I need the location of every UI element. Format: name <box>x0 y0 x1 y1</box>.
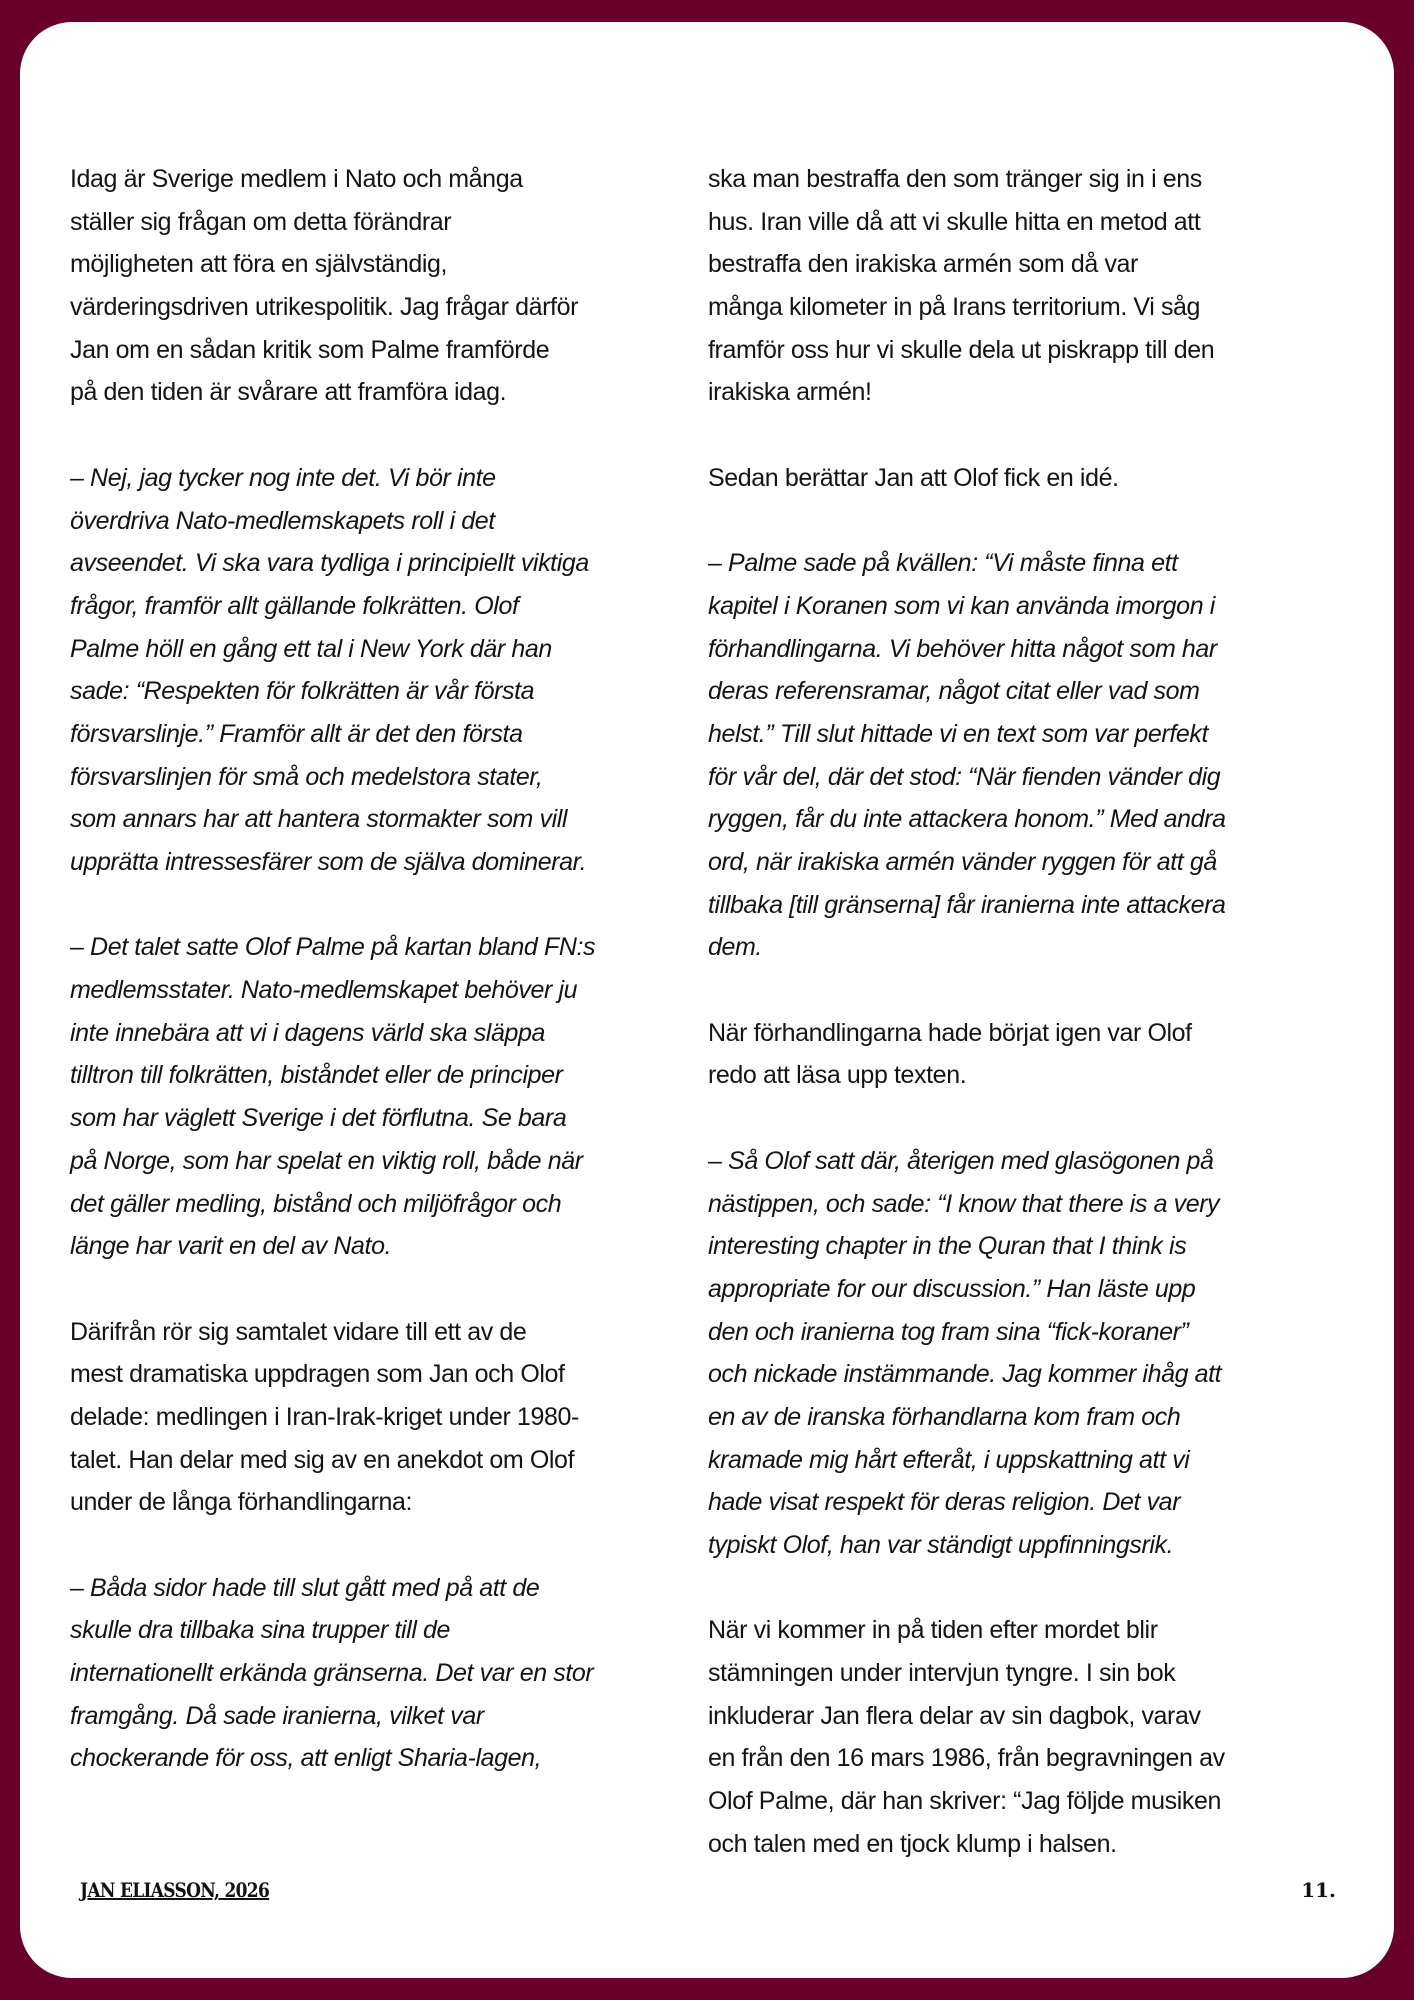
text-line: Idag är Sverige medlem i Nato och många <box>70 165 523 193</box>
body-paragraph <box>708 1609 1338 1865</box>
text-line: framför oss hur vi skulle dela ut piskrapp till den <box>708 335 1215 364</box>
text-line: under de långa förhandlingarna: <box>70 1488 413 1517</box>
text-line: – Båda sidor hade till slut gått med på att de <box>70 1573 540 1602</box>
text-line: Jan om en sådan kritik som Palme framförde <box>70 335 550 364</box>
text-line: Palme höll en gång ett tal i New York där han <box>70 634 552 663</box>
text-line: irakiska armén! <box>708 378 872 407</box>
text-line: upprätta intressesfärer som de själva dominerar. <box>70 848 587 876</box>
text-line: sade: “Respekten för folkrätten är vår första <box>70 677 535 706</box>
text-line: en från den 16 mars 1986, från begravningen av <box>708 1744 1225 1773</box>
text-line: – Så Olof satt där, återigen med glasögonen på <box>708 1146 1214 1175</box>
text-line: helst.” Till slut hittade vi en text som var perfekt <box>708 719 1209 748</box>
text-line: talet. Han delar med sig av en anekdot om Olof <box>70 1445 575 1474</box>
text-line: appropriate for our discussion.” Han läste upp <box>708 1274 1196 1303</box>
text-line: för vår del, där det stod: “När fienden vänder dig <box>708 762 1221 791</box>
text-line: – Det talet satte Olof Palme på kartan bland FN:s <box>70 933 596 962</box>
text-line: ryggen, får du inte attackera honom.” Med andra <box>708 805 1226 834</box>
text-line: försvarslinjen för små och medelstora stater, <box>70 762 543 791</box>
text-line: på Norge, som har spelat en viktig roll, både när <box>70 1146 583 1175</box>
text-line: tillbaka [till gränserna] får iranierna inte attackera <box>708 890 1226 919</box>
text-line: som har väglett Sverige i det förflutna. Se bara <box>70 1104 567 1133</box>
text-line: och nickade instämmande. Jag kommer ihåg att <box>708 1360 1222 1389</box>
quote-paragraph <box>708 1140 1338 1567</box>
text-line: delade: medlingen i Iran-Irak-kriget under 1980- <box>70 1402 579 1431</box>
text-line: Olof Palme, där han skriver: “Jag följde musiken <box>708 1787 1221 1816</box>
text-line: och talen med en tjock klump i halsen. <box>708 1829 1117 1858</box>
text-line: möjligheten att föra en självständig, <box>70 250 448 279</box>
text-line: Sedan berättar Jan att Olof fick en idé. <box>708 463 1119 492</box>
quote-paragraph <box>70 1567 700 1780</box>
text-line: hus. Iran ville då att vi skulle hitta en metod att <box>708 207 1201 236</box>
text-line: Därifrån rör sig samtalet vidare till ett av de <box>70 1317 527 1346</box>
text-line: När förhandlingarna hade börjat igen var Olof <box>708 1018 1192 1047</box>
text-line: tilltron till folkrätten, biståndet eller de principer <box>70 1061 563 1090</box>
footer-author-year: JAN ELIASSON, 2026 <box>80 1878 270 1902</box>
page <box>20 22 1394 1978</box>
text-line: skulle dra tillbaka sina trupper till de <box>70 1616 451 1645</box>
quote-paragraph <box>70 926 700 1268</box>
right-column <box>708 158 1338 1908</box>
body-paragraph <box>70 158 700 414</box>
left-column <box>70 158 700 1823</box>
text-line: När vi kommer in på tiden efter mordet blir <box>708 1616 1158 1645</box>
text-line: nästippen, och sade: “I know that there is a very <box>708 1189 1220 1218</box>
body-paragraph <box>70 1311 700 1524</box>
text-line: deras referensramar, något citat eller vad som <box>708 677 1200 706</box>
text-line: – Palme sade på kvällen: “Vi måste finna ett <box>708 549 1178 578</box>
text-line: avseendet. Vi ska vara tydliga i principiellt viktiga <box>70 549 589 578</box>
body-paragraph <box>708 1012 1338 1097</box>
text-line: ställer sig frågan om detta förändrar <box>70 207 452 236</box>
text-line: som annars har att hantera stormakter som vill <box>70 805 568 834</box>
text-line: medlemsstater. Nato-medlemskapet behöver ju <box>70 976 578 1005</box>
text-line: länge har varit en del av Nato. <box>70 1232 392 1261</box>
text-line: den och iranierna tog fram sina “fick-koraner” <box>708 1317 1189 1346</box>
text-line: redo att läsa upp texten. <box>708 1061 967 1090</box>
text-line: – Nej, jag tycker nog inte det. Vi bör inte <box>70 463 496 492</box>
text-line: på den tiden är svårare att framföra idag. <box>70 378 507 407</box>
text-line: hade visat respekt för deras religion. Det var <box>708 1488 1181 1517</box>
text-line: överdriva Nato-medlemskapets roll i det <box>70 506 495 535</box>
text-line: mest dramatiska uppdragen som Jan och Olof <box>70 1360 565 1389</box>
page-number: 11. <box>1301 1878 1336 1902</box>
quote-paragraph <box>708 542 1338 969</box>
text-line: en av de iranska förhandlarna kom fram och <box>708 1402 1181 1431</box>
text-line: dem. <box>708 933 762 962</box>
quote-paragraph <box>70 457 700 884</box>
text-line: ord, när irakiska armén vänder ryggen för att gå <box>708 848 1217 876</box>
text-line: inkluderar Jan flera delar av sin dagbok, varav <box>708 1701 1201 1730</box>
text-line: chockerande för oss, att enligt Sharia-lagen, <box>70 1744 542 1773</box>
text-line: frågor, framför allt gällande folkrätten. Olof <box>70 591 519 620</box>
text-line: typiskt Olof, han var ständigt uppfinningsrik. <box>708 1531 1174 1559</box>
text-line: inte innebära att vi i dagens värld ska släppa <box>70 1018 545 1047</box>
text-line: kapitel i Koranen som vi kan använda imorgon i <box>708 591 1215 620</box>
text-line: framgång. Då sade iranierna, vilket var <box>70 1701 484 1730</box>
text-line: försvarslinje.” Framför allt är det den första <box>70 719 523 748</box>
text-line: kramade mig hårt efteråt, i uppskattning att vi <box>708 1445 1190 1474</box>
text-line: värderingsdriven utrikespolitik. Jag frågar därför <box>70 293 579 322</box>
text-line: det gäller medling, bistånd och miljöfrågor och <box>70 1189 562 1218</box>
body-paragraph <box>708 457 1338 500</box>
text-line: internationellt erkända gränserna. Det var en stor <box>70 1659 594 1688</box>
text-line: bestraffa den irakiska armén som då var <box>708 250 1138 279</box>
text-line: stämningen under intervjun tyngre. I sin bok <box>708 1659 1176 1688</box>
text-line: interesting chapter in the Quran that I think is <box>708 1232 1187 1261</box>
text-line: förhandlingarna. Vi behöver hitta något som har <box>708 634 1217 663</box>
text-line: många kilometer in på Irans territorium. Vi såg <box>708 293 1201 322</box>
body-paragraph <box>708 158 1338 414</box>
text-line: ska man bestraffa den som tränger sig in i ens <box>708 165 1202 193</box>
